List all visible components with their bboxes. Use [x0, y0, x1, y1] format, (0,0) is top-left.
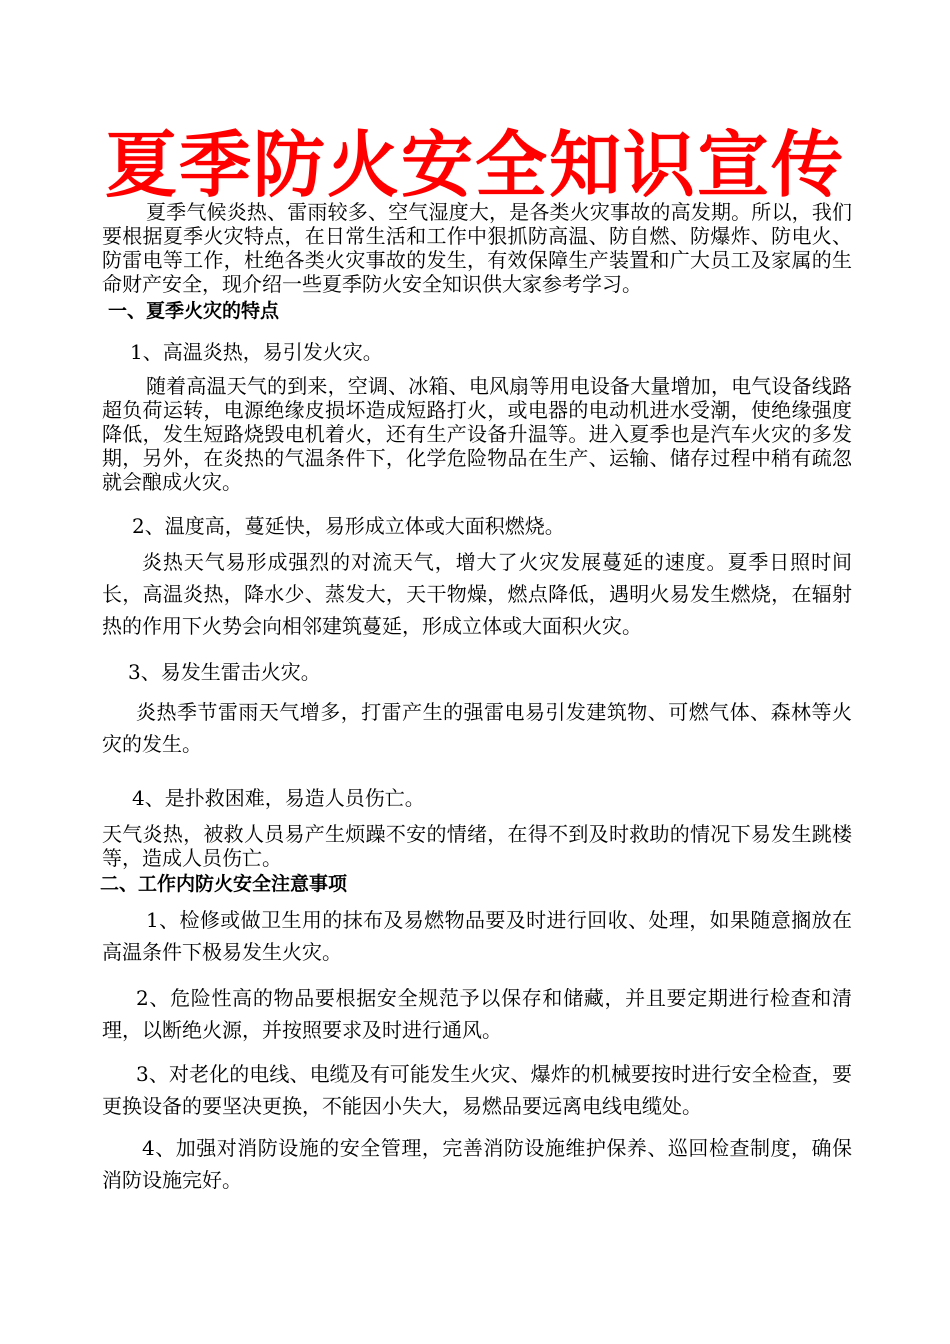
section1-item4-body: 天气炎热，被救人员易产生烦躁不安的情绪，在得不到及时救助的情况下易发生跳楼等，造成人员伤亡。: [102, 822, 852, 870]
section1-item4-title: 4、是扑救困难，易造人员伤亡。: [132, 786, 425, 810]
section1-heading: 一、夏季火灾的特点: [108, 300, 280, 322]
intro-paragraph: 夏季气候炎热、雷雨较多、空气湿度大，是各类火灾事故的高发期。所以，我们要根据夏季火灾特点，在日常生活和工作中狠抓防高温、防自燃、防爆炸、防电火、防雷电等工作，杜绝各类火灾事故的发生，有效保障生产装置和广大员工及家属的生命财产安全，现介绍一些夏季防火安全知识供大家参考学习。: [102, 200, 852, 296]
section2-item4: 4、加强对消防设施的安全管理，完善消防设施维护保养、巡回检查制度，确保消防设施完好。: [102, 1136, 852, 1192]
section2-item1: 1、检修或做卫生用的抹布及易燃物品要及时进行回收、处理，如果随意搁放在高温条件下极易发生火灾。: [102, 908, 852, 964]
section2-item3: 3、对老化的电线、电缆及有可能发生火灾、爆炸的机械要按时进行安全检查，要更换设备的要坚决更换，不能因小失大，易燃品要远离电线电缆处。: [102, 1062, 852, 1118]
section1-item3-body: 炎热季节雷雨天气增多，打雷产生的强雷电易引发建筑物、可燃气体、森林等火灾的发生。: [102, 700, 852, 756]
section1-item2-title: 2、温度高，蔓延快，易形成立体或大面积燃烧。: [132, 514, 565, 538]
section1-item3-title: 3、易发生雷击火灾。: [128, 660, 321, 684]
section2-heading: 二、工作内防火安全注意事项: [100, 873, 348, 895]
document-title: 夏季防火安全知识宣传: [104, 122, 845, 207]
section1-item1-title: 1、高温炎热，易引发火灾。: [130, 340, 383, 364]
section2-item2: 2、危险性高的物品要根据安全规范予以保存和储藏，并且要定期进行检查和清理，以断绝火源，并按照要求及时进行通风。: [102, 986, 852, 1042]
section1-item2-body: 炎热天气易形成强烈的对流天气，增大了火灾发展蔓延的速度。夏季日照时间长，高温炎热，降水少、蒸发大，天干物燥，燃点降低，遇明火易发生燃烧，在辐射热的作用下火势会向相邻建筑蔓延，形成立体或大面积火灾。: [102, 550, 852, 638]
section1-item1-body: 随着高温天气的到来，空调、冰箱、电风扇等用电设备大量增加，电气设备线路超负荷运转，电源绝缘皮损坏造成短路打火，或电器的电动机进水受潮，使绝缘强度降低，发生短路烧毁电机着火，还有生产设备升温等。进入夏季也是汽车火灾的多发期，另外，在炎热的气温条件下，化学危险物品在生产、运输、储存过程中稍有疏忽就会酿成火灾。: [102, 374, 852, 494]
